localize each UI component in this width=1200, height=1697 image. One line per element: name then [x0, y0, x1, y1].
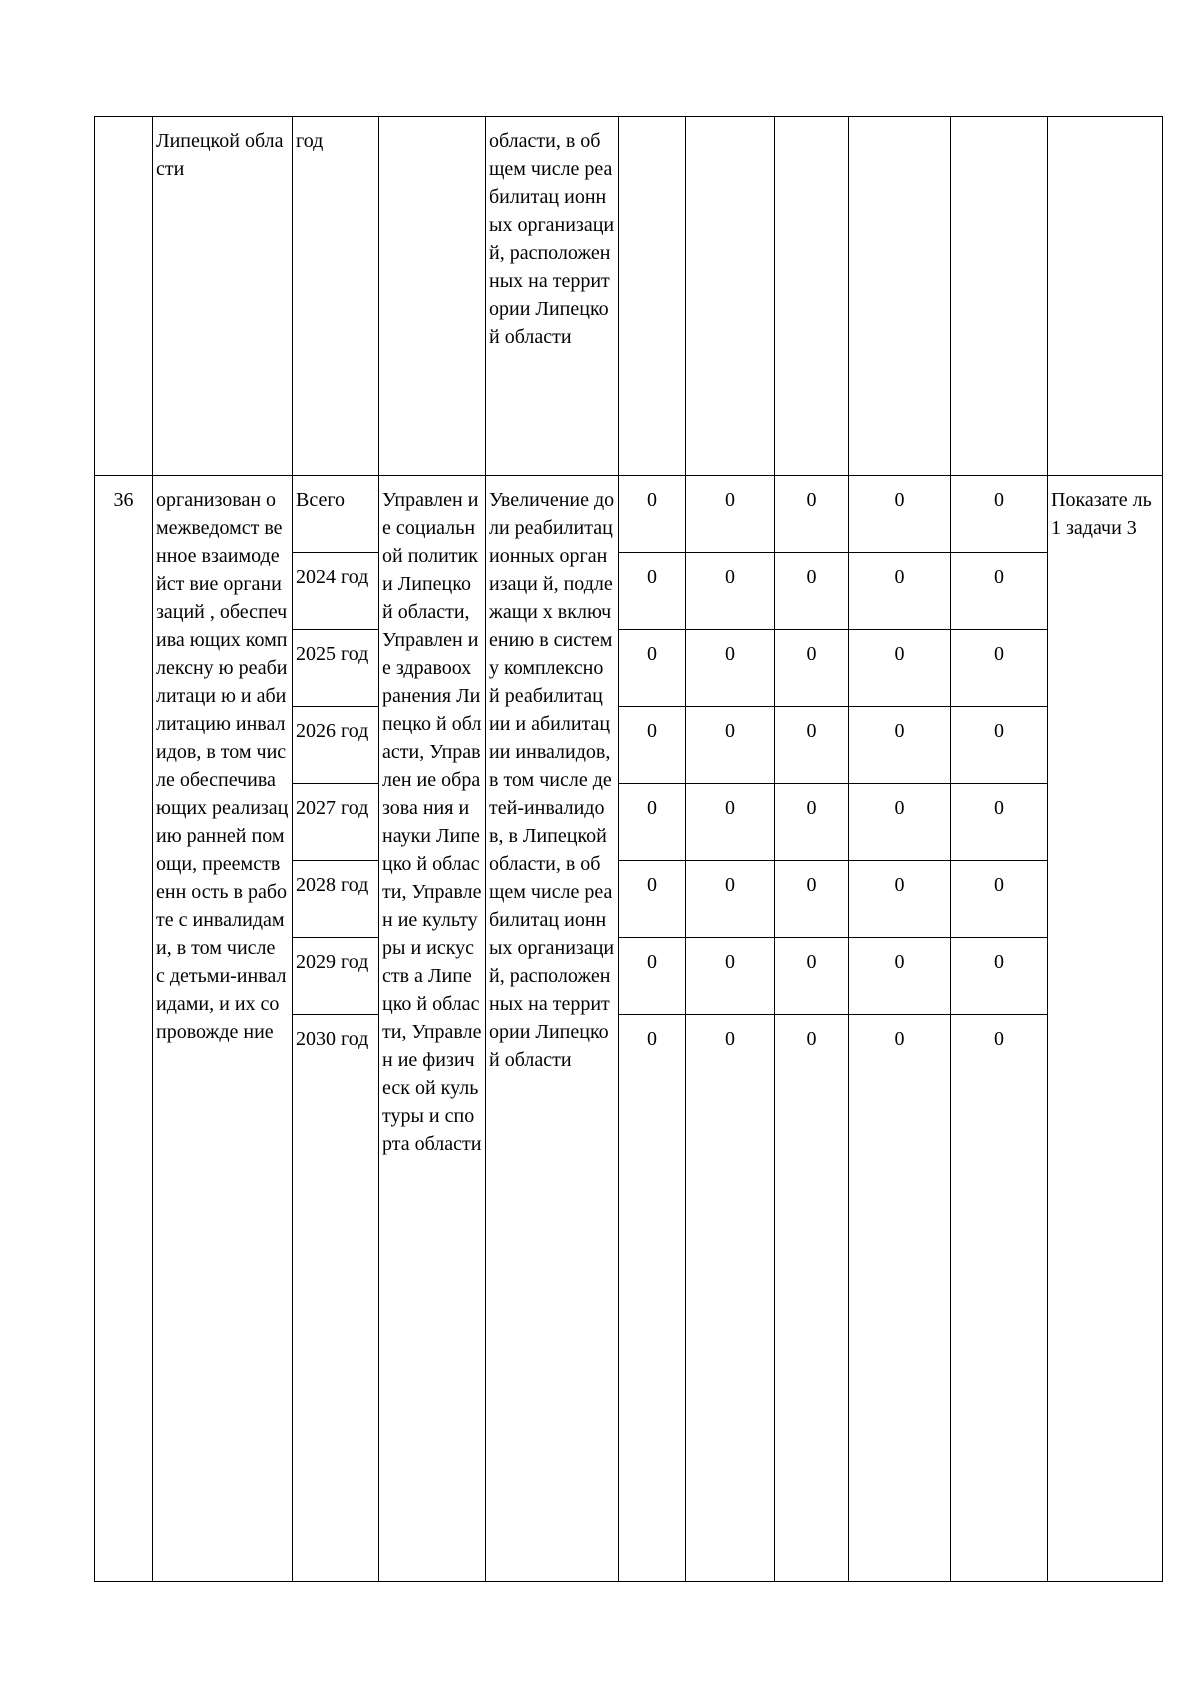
value-cell: 0: [775, 1015, 849, 1582]
value-cell: [775, 117, 849, 476]
responsible-cell: Управлен ие социальн ой политики Липецко й области, Управлен ие здравоох ранения Липецко й области, Управлен ие образова ния и науки Липецко й области, Управлен ие культуры и искусств а Липецко й области, Управлен ие физическ ой культуры и спорта области: [379, 476, 486, 1582]
value-cell: 0: [619, 630, 686, 707]
value-cell: 0: [849, 784, 951, 861]
value-cell: 0: [951, 553, 1048, 630]
value-cell: 0: [775, 861, 849, 938]
value-cell: 0: [849, 707, 951, 784]
value-cell: 0: [951, 476, 1048, 553]
value-cell: 0: [951, 861, 1048, 938]
program-table: [94, 116, 1163, 1582]
row-number-cell: 36: [95, 476, 153, 1582]
value-cell: 0: [775, 476, 849, 553]
value-cell: 0: [686, 938, 775, 1015]
value-cell: 0: [951, 630, 1048, 707]
note-cell: Показате ль 1 задачи 3: [1048, 476, 1163, 1582]
value-cell: 0: [619, 1015, 686, 1582]
table-row: [95, 476, 1163, 553]
value-cell: 0: [951, 784, 1048, 861]
value-cell: 0: [775, 707, 849, 784]
period-cell: 2029 год: [293, 938, 379, 1015]
value-cell: 0: [619, 861, 686, 938]
value-cell: [849, 117, 951, 476]
event-cell: организован о межведомст венное взаимодейст вие организаций , обеспечива ющих комплексну ю реабилитаци ю и абилитацию инвалидов, в том числе обеспечива ющих реализацию ранней помощи, преемственн ость в работе с инвалидами, в том числе с детьми-инвалидами, и их сопровожде ние: [153, 476, 293, 1582]
value-cell: 0: [849, 1015, 951, 1582]
value-cell: 0: [775, 630, 849, 707]
value-cell: 0: [686, 630, 775, 707]
value-cell: 0: [951, 938, 1048, 1015]
value-cell: 0: [686, 476, 775, 553]
value-cell: 0: [686, 553, 775, 630]
value-cell: 0: [619, 938, 686, 1015]
value-cell: 0: [619, 553, 686, 630]
value-cell: 0: [619, 784, 686, 861]
period-cell: 2027 год: [293, 784, 379, 861]
value-cell: 0: [619, 476, 686, 553]
value-cell: 0: [686, 784, 775, 861]
value-cell: 0: [775, 784, 849, 861]
period-cell: 2030 год: [293, 1015, 379, 1582]
value-cell: 0: [686, 1015, 775, 1582]
value-cell: 0: [849, 476, 951, 553]
note-cell: [1048, 117, 1163, 476]
value-cell: 0: [849, 938, 951, 1015]
value-cell: 0: [686, 707, 775, 784]
event-cell: Липецкой области: [153, 117, 293, 476]
indicator-cell: Увеличение доли реабилитац ионных организаци й, подлежащи х включению в систему комплексно й реабилитац ии и абилитации инвалидов, в том числе детей-инвалидов, в Липецкой области, в общем числе реабилитац ионных организаци й, расположен ных на территории Липецкой области: [486, 476, 619, 1582]
value-cell: 0: [775, 938, 849, 1015]
value-cell: 0: [775, 553, 849, 630]
row-number-cell: [95, 117, 153, 476]
table-row: [95, 117, 1163, 476]
value-cell: 0: [849, 861, 951, 938]
value-cell: [619, 117, 686, 476]
period-cell: 2026 год: [293, 707, 379, 784]
value-cell: 0: [619, 707, 686, 784]
indicator-cell: области, в общем числе реабилитац ионных организаци й, расположен ных на территории Липецкой области: [486, 117, 619, 476]
value-cell: 0: [951, 1015, 1048, 1582]
value-cell: 0: [951, 707, 1048, 784]
value-cell: 0: [849, 630, 951, 707]
period-cell: год: [293, 117, 379, 476]
value-cell: 0: [686, 861, 775, 938]
period-cell: 2025 год: [293, 630, 379, 707]
period-cell: 2024 год: [293, 553, 379, 630]
value-cell: 0: [849, 553, 951, 630]
period-cell: 2028 год: [293, 861, 379, 938]
period-cell: Всего: [293, 476, 379, 553]
value-cell: [686, 117, 775, 476]
value-cell: [951, 117, 1048, 476]
responsible-cell: [379, 117, 486, 476]
